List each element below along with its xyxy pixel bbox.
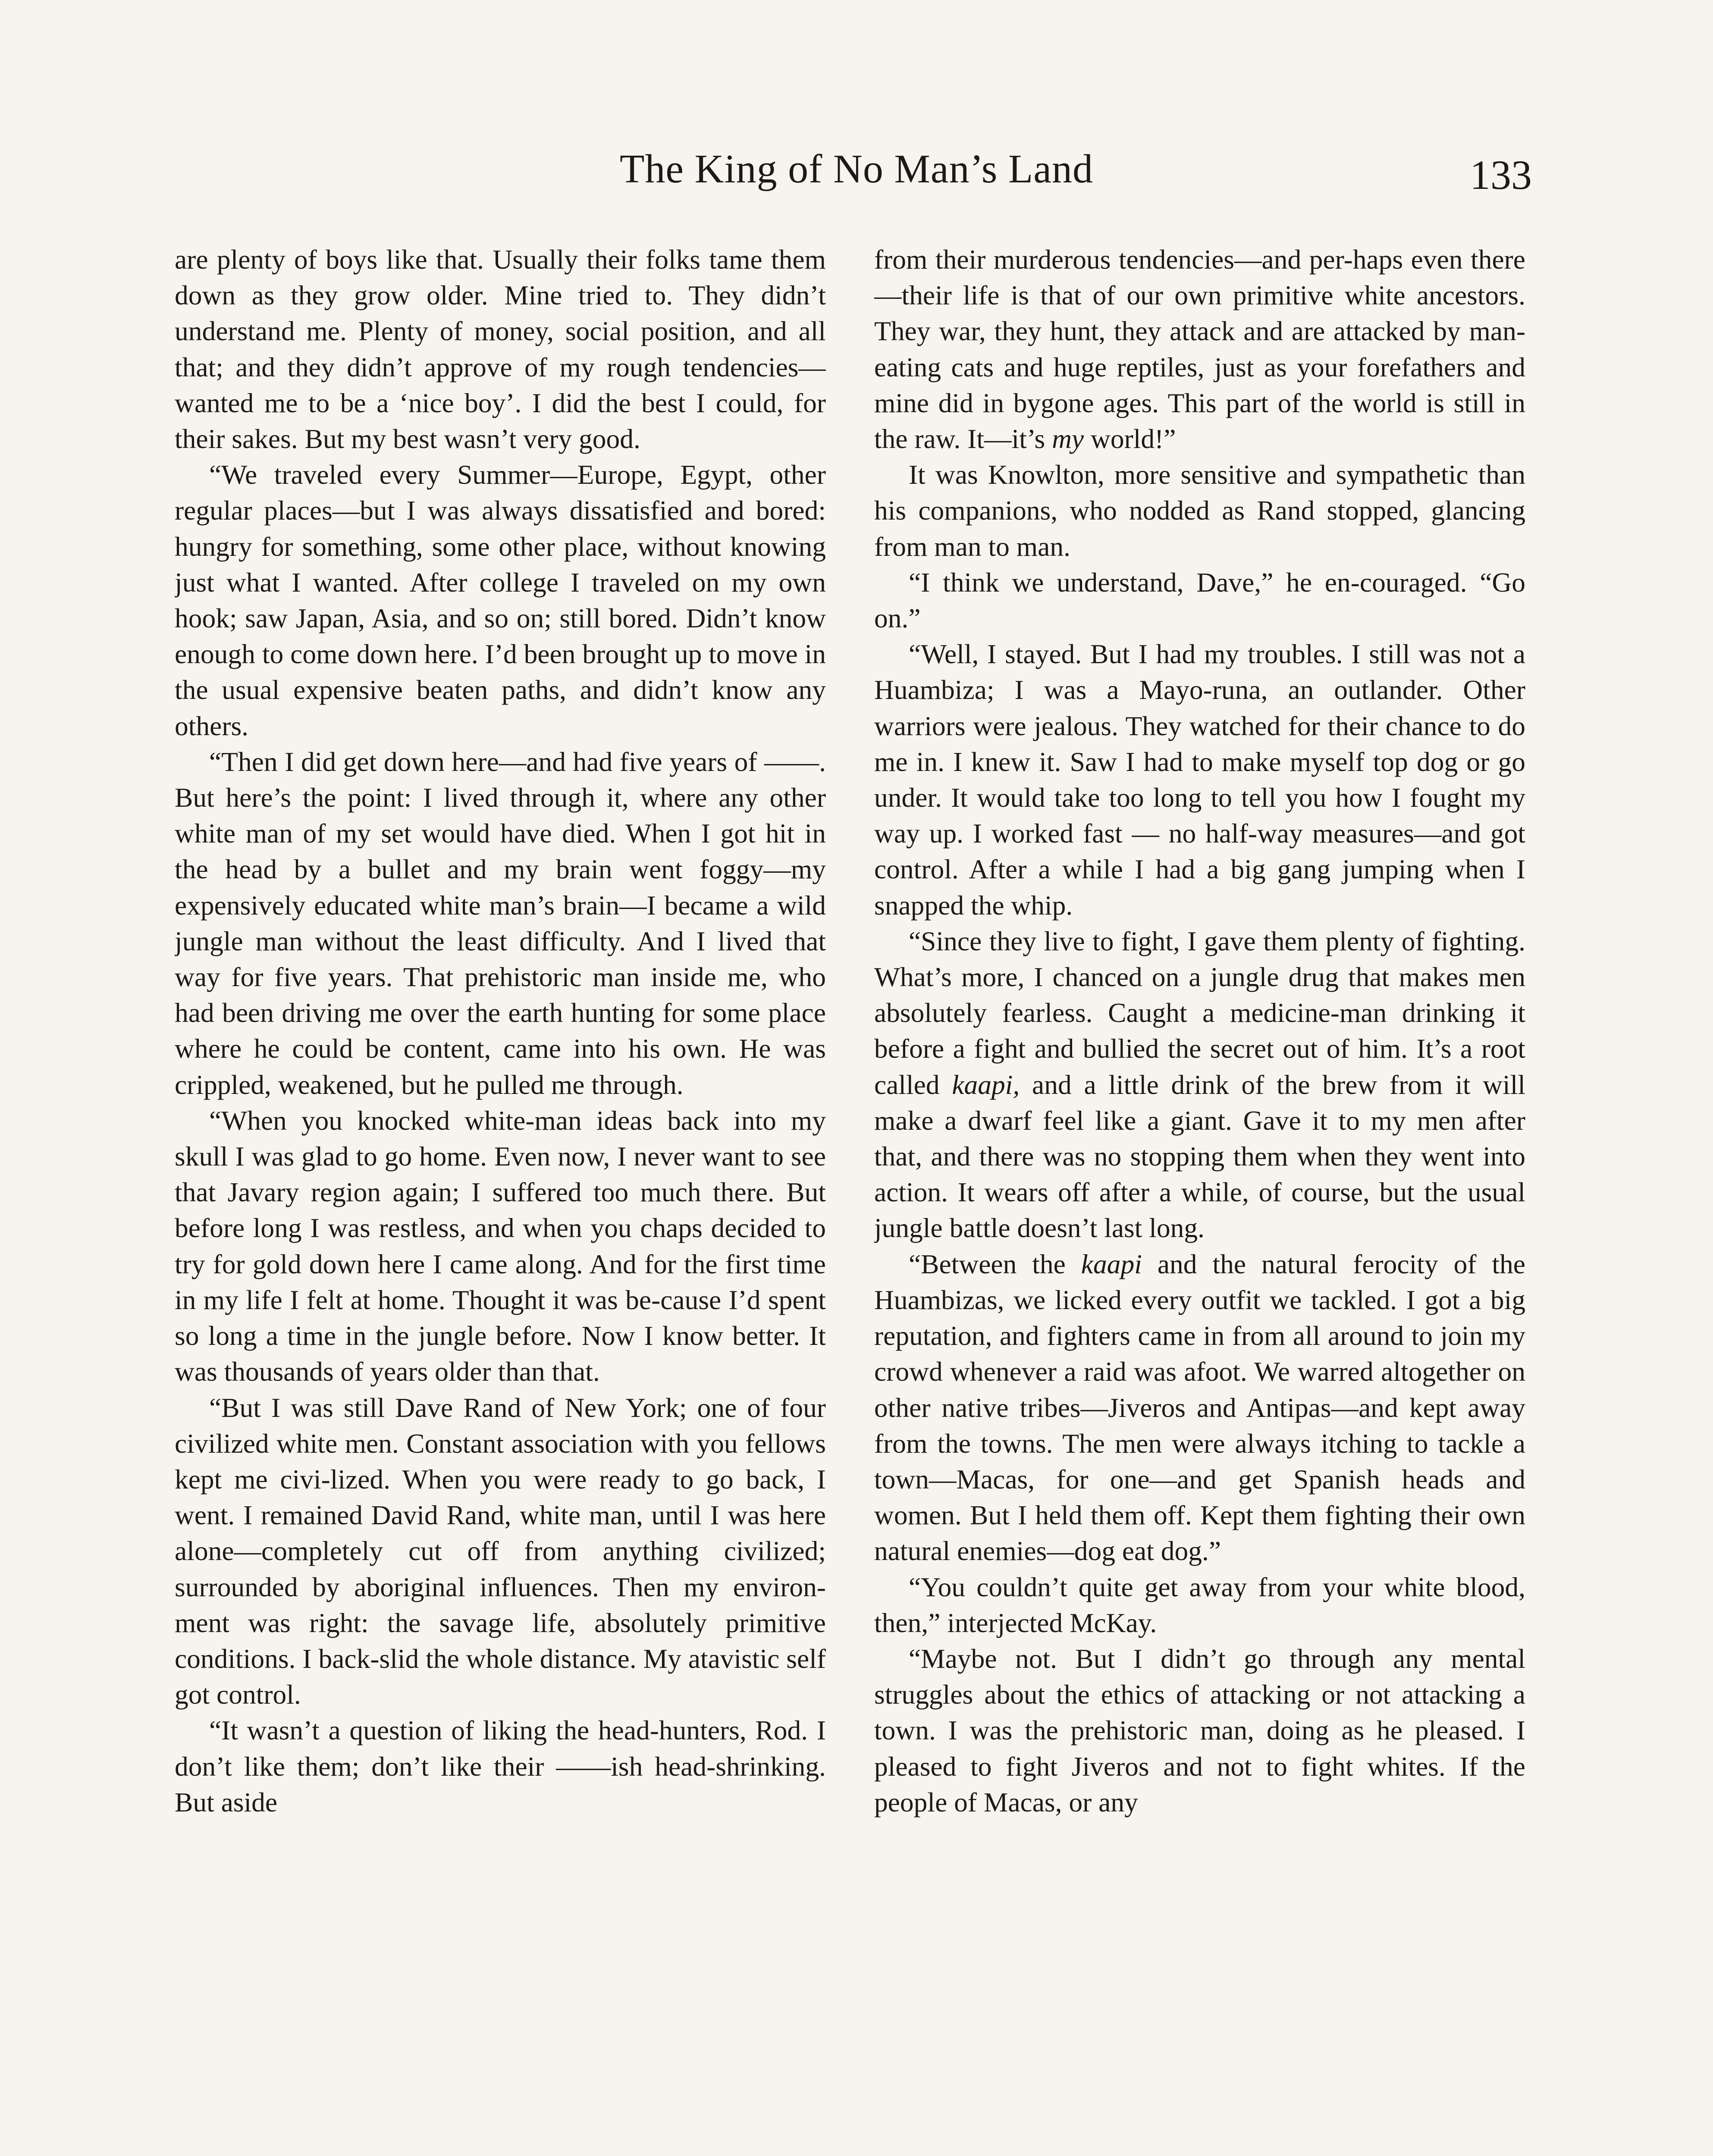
paragraph (874, 564, 1525, 636)
paragraph-text: and a little drink of the brew from it will make a dwarf feel like a giant. Gave it to my men after that, and there was no stopping them when they went into action. It wears off after a while, of course, but the usual jungle battle doesn’t last long. (874, 1069, 1525, 1244)
paragraph-text: It was Knowlton, more sensitive and sympathetic than his companions, who nodded as Rand stopped, glancing from man to man. (874, 459, 1525, 562)
paragraph-text: and the natural ferocity of the Huambizas, we licked every outfit we tackled. I got a big reputation, and fighters came in from all around to join my crowd whenever a raid was afoot. We warred altogether on other native tribes—Jiveros and Antipas—and kept away from the towns. The men were always itching to tackle a town—Macas, for one—and get Spanish heads and women. But I held them off. Kept them fighting their own natural enemies—dog eat dog.” (874, 1248, 1525, 1567)
paragraph-text: world!” (1084, 423, 1176, 454)
right-column (874, 241, 1525, 2156)
paragraph-text: “Between the (909, 1248, 1081, 1279)
paragraph: “It wasn’t a question of liking the head-hunters, Rod. I don’t like them; don’t like their ——ish head-shrinking. But aside (175, 1715, 826, 1818)
paragraph-text: “You couldn’t quite get away from your white blood, then,” interjected McKay. (874, 1571, 1525, 1638)
paragraph-text: “I think we understand, Dave,” he en-couraged. “Go on.” (874, 567, 1525, 634)
left-column (175, 241, 826, 2156)
paragraph-text: “Since they live to fight, I gave them plenty of fighting. What’s more, I chanced on a jungle drug that makes men absolutely fearless. Caught a medicine-man drinking it before a fight and bullied the secret out of him. It’s a root called (874, 925, 1525, 1100)
italic-word: my (1052, 423, 1084, 454)
paragraph: are plenty of boys like that. Usually their folks tame them down as they grow older. Mine tried to. They didn’t understand me. Plenty of money, social position, and all that; and they didn’t approve of my rough tendencies—wanted me to be a ‘nice boy’. I did the best I could, for their sakes. But my best wasn’t very good. (175, 244, 826, 454)
italic-word: kaapi (1081, 1248, 1142, 1279)
paragraph-text: “Well, I stayed. But I had my troubles. I still was not a Huambiza; I was a Mayo-runa, an outlander. Other warriors were jealous. They watched for their chance to do me in. I knew it. Saw I had to make myself top dog or go under. It would take too long to tell you how I fought my way up. I worked fast — no half-way measures—and got control. After a while I had a big gang jumping when I snapped the whip. (874, 639, 1525, 921)
page-number: 133 (1470, 152, 1532, 198)
paragraph (874, 1641, 1525, 1820)
running-header-title: The King of No Man’s Land (620, 147, 1093, 191)
paragraph (874, 923, 1525, 1246)
paragraph (874, 1569, 1525, 1641)
paragraph (874, 636, 1525, 923)
paragraph (874, 241, 1525, 457)
paragraph: “But I was still Dave Rand of New York; one of four civilized white men. Constant association with you fellows kept me civi-lized. When you were ready to go back, I went. I remained David Rand, white man, until I was here alone—completely cut off from anything civilized; surrounded by aboriginal influences. Then my environ-ment was right: the savage life, absolutely primitive conditions. I back-slid the whole distance. My atavistic self got control. (175, 1392, 826, 1710)
paragraph-text: from their murderous tendencies—and per-haps even there—their life is that of our own primitive white ancestors. They war, they hunt, they attack and are attacked by man-eating cats and huge reptiles, just as your forefathers and mine did in bygone ages. This part of the world is still in the raw. It—it’s (874, 244, 1525, 454)
paragraph (874, 457, 1525, 564)
paragraph (874, 1246, 1525, 1569)
paragraph: “Then I did get down here—and had five years of ——. But here’s the point: I lived through it, where any other white man of my set would have died. When I got hit in the head by a bullet and my brain went foggy—my expensively educated white man’s brain—I became a wild jungle man without the least difficulty. And I lived that way for five years. That prehistoric man inside me, who had been driving me over the earth hunting for some place where he could be content, came into his own. He was crippled, weakened, but he pulled me through. (175, 746, 826, 1100)
paragraph-text: “Maybe not. But I didn’t go through any mental struggles about the ethics of attacking or not attacking a town. I was the prehistoric man, doing as he pleased. I pleased to fight Jiveros and not to fight whites. If the people of Macas, or any (874, 1643, 1525, 1818)
paragraph: “We traveled every Summer—Europe, Egypt, other regular places—but I was always dissatisfied and bored: hungry for something, some other place, without knowing just what I wanted. After college I traveled on my own hook; saw Japan, Asia, and so on; still bored. Didn’t know enough to come down here. I’d been brought up to move in the usual expensive beaten paths, and didn’t know any others. (175, 459, 826, 741)
italic-word: kaapi, (952, 1069, 1020, 1100)
paragraph: “When you knocked white-man ideas back into my skull I was glad to go home. Even now, I never want to see that Javary region again; I suffered too much there. But before long I was restless, and when you chaps decided to try for gold down here I came along. And for the first time in my life I felt at home. Thought it was be-cause I’d spent so long a time in the jungle before. Now I know better. It was thousands of years older than that. (175, 1105, 826, 1387)
